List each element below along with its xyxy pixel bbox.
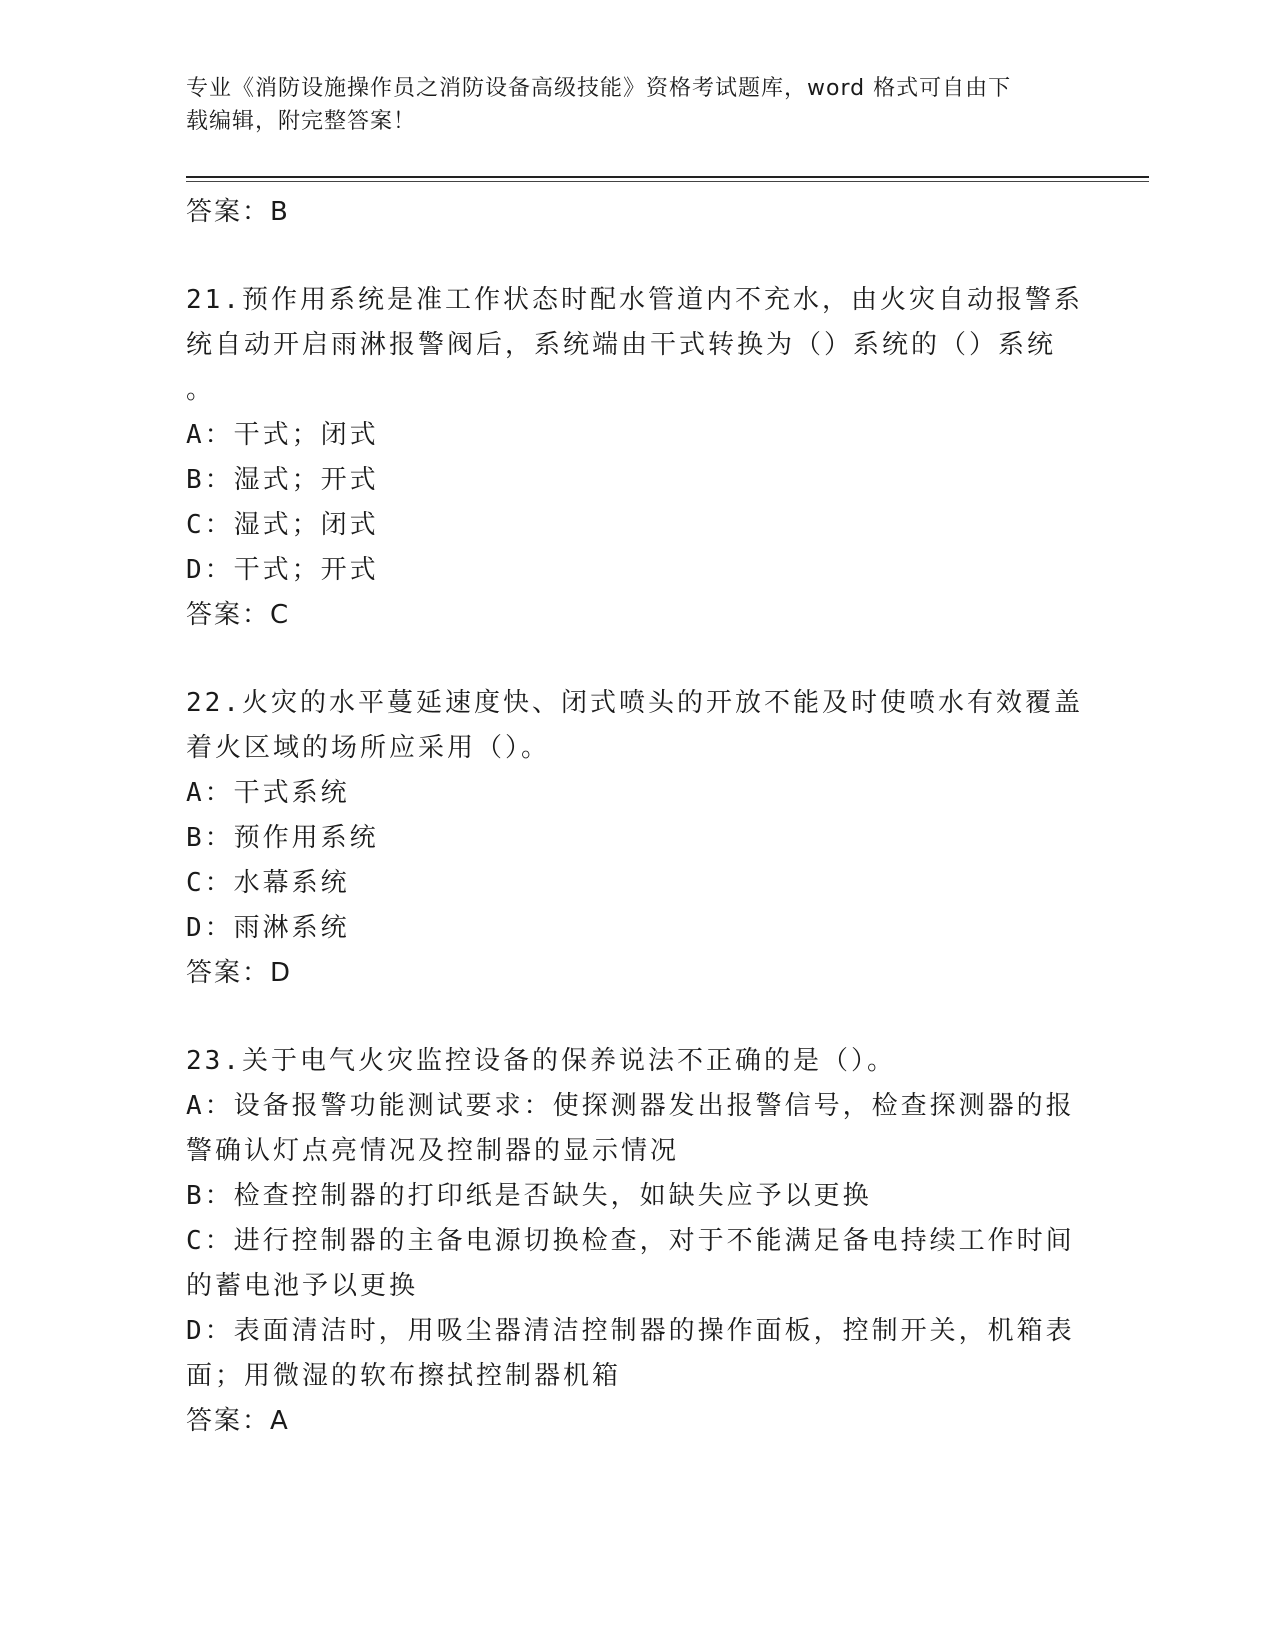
option-c: C：进行控制器的主备电源切换检查，对于不能满足备电持续工作时间 bbox=[186, 1226, 1075, 1256]
question-23 bbox=[186, 1039, 1076, 1443]
option-a-continued: 警确认灯点亮情况及控制器的显示情况 bbox=[186, 1136, 680, 1166]
answer-label: 答案：D bbox=[186, 958, 293, 988]
question-stem-line: 23.关于电气火灾监控设备的保养说法不正确的是（）。 bbox=[186, 1046, 896, 1076]
option-d: D：雨淋系统 bbox=[186, 913, 350, 943]
spacer bbox=[186, 234, 1076, 278]
header-line-1: 专业《消防设施操作员之消防设备高级技能》资格考试题库，word 格式可自由下 bbox=[186, 76, 1012, 101]
header-line-2: 载编辑，附完整答案！ bbox=[186, 109, 417, 134]
option-d-continued: 面；用微湿的软布擦拭控制器机箱 bbox=[186, 1361, 622, 1391]
question-list bbox=[186, 190, 1083, 1443]
option-a: A：设备报警功能测试要求：使探测器发出报警信号，检查探测器的报 bbox=[186, 1091, 1075, 1121]
option-d: D：表面清洁时，用吸尘器清洁控制器的操作面板，控制开关，机箱表 bbox=[186, 1316, 1075, 1346]
option-c-continued: 的蓄电池予以更换 bbox=[186, 1271, 419, 1301]
option-c: C：水幕系统 bbox=[186, 868, 350, 898]
question-stem-line: 21.预作用系统是准工作状态时配水管道内不充水，由火灾自动报警系 bbox=[186, 285, 1083, 315]
option-d: D：干式；开式 bbox=[186, 555, 379, 585]
previous-answer: 答案：B bbox=[186, 197, 290, 227]
answer-label: 答案：C bbox=[186, 600, 291, 630]
question-stem-line: 。 bbox=[186, 375, 216, 405]
header-divider-thin bbox=[186, 181, 1149, 182]
option-a: A：干式系统 bbox=[186, 778, 350, 808]
option-a: A：干式；闭式 bbox=[186, 420, 379, 450]
page-header bbox=[186, 72, 1066, 138]
question-stem-line: 统自动开启雨淋报警阀后，系统端由干式转换为（）系统的（）系统 bbox=[186, 330, 1057, 360]
question-stem-line: 着火区域的场所应采用（）。 bbox=[186, 733, 551, 763]
option-c: C：湿式；闭式 bbox=[186, 510, 379, 540]
spacer bbox=[186, 637, 1076, 681]
question-22 bbox=[186, 681, 1083, 995]
spacer bbox=[186, 995, 1076, 1039]
header-divider-thick bbox=[186, 176, 1149, 178]
question-21 bbox=[186, 278, 1083, 637]
option-b: B：湿式；开式 bbox=[186, 465, 379, 495]
question-stem-line: 22.火灾的水平蔓延速度快、闭式喷头的开放不能及时使喷水有效覆盖 bbox=[186, 688, 1083, 718]
option-b: B：检查控制器的打印纸是否缺失，如缺失应予以更换 bbox=[186, 1181, 872, 1211]
option-b: B：预作用系统 bbox=[186, 823, 379, 853]
answer-label: 答案：A bbox=[186, 1406, 290, 1436]
